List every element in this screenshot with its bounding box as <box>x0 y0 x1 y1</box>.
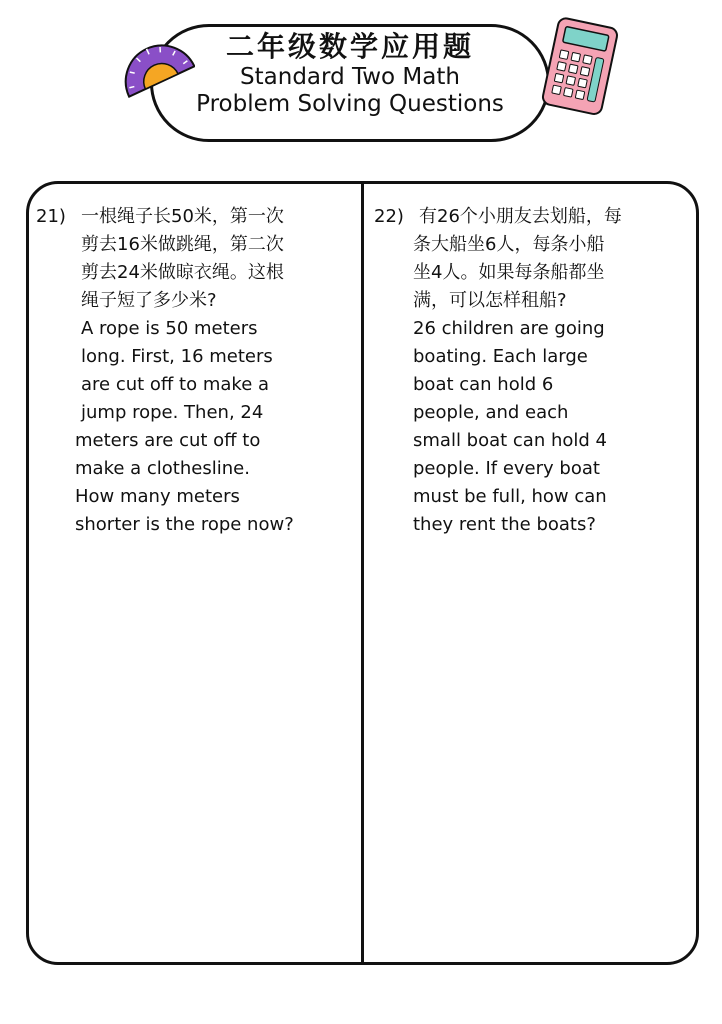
question-line: How many meters <box>75 486 240 507</box>
question-line: meters are cut off to <box>75 430 261 451</box>
question-line: A rope is 50 meters <box>81 318 258 339</box>
question-line: are cut off to make a <box>81 374 270 395</box>
question-line: 一根绳子长50米，第一次 <box>81 206 284 227</box>
title-chinese: 二年级数学应用题 <box>225 30 474 63</box>
question-line: 26 children are going <box>413 318 605 339</box>
question-line: they rent the boats? <box>413 514 596 535</box>
question-line: people. If every boat <box>413 458 600 479</box>
question-line: people, and each <box>413 402 569 423</box>
question-number: 22) <box>374 206 404 227</box>
question-line: boating. Each large <box>413 346 588 367</box>
question-line: 绳子短了多少米? <box>81 290 217 311</box>
question-line: 条大船坐6人，每条小船 <box>413 234 605 255</box>
question-line: small boat can hold 4 <box>413 430 607 451</box>
question-line: 剪去24米做晾衣绳。这根 <box>81 262 284 283</box>
question-body <box>413 203 622 539</box>
title-english-line-2: Problem Solving Questions <box>196 91 504 117</box>
question-english <box>413 315 622 539</box>
title-english-line-1: Standard Two Math <box>240 64 460 90</box>
question-21 <box>36 203 294 539</box>
question-number: 21) <box>36 206 66 227</box>
question-line: 剪去16米做跳绳，第二次 <box>81 234 284 255</box>
question-line: long. First, 16 meters <box>81 346 273 367</box>
question-line: 满，可以怎样租船? <box>413 290 567 311</box>
question-22 <box>374 203 622 539</box>
question-chinese <box>413 203 622 315</box>
question-line: 有26个小朋友去划船，每 <box>419 206 622 227</box>
question-chinese <box>81 203 294 315</box>
question-english <box>75 315 294 539</box>
question-line: jump rope. Then, 24 <box>81 402 264 423</box>
title-text-block <box>150 30 550 118</box>
question-line: 坐4人。如果每条船都坐 <box>413 262 605 283</box>
question-line: make a clothesline. <box>75 458 250 479</box>
column-divider <box>361 181 364 965</box>
question-body <box>75 203 294 539</box>
question-line: shorter is the rope now? <box>75 514 294 535</box>
question-line: boat can hold 6 <box>413 374 554 395</box>
question-line: must be full, how can <box>413 486 607 507</box>
